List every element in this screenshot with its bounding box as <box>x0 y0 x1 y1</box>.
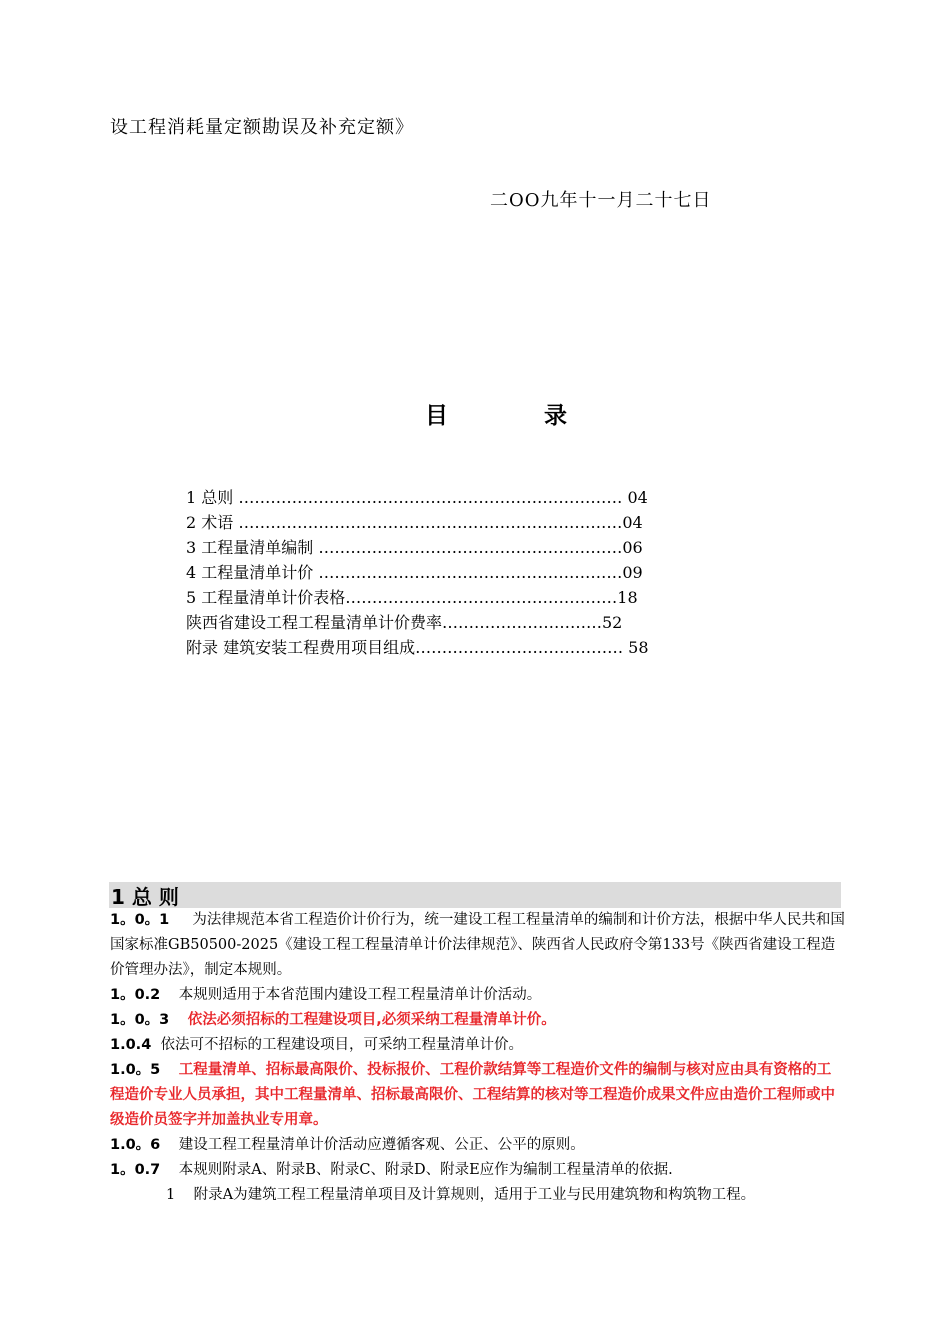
sub-item-text: 附录A为建筑工程工程量清单项目及计算规则，适用于工业与民用建筑物和构筑物工程。 <box>193 1187 756 1203</box>
clause-text: 工程量清单、招标最高限价、投标报价、工程价款结算等工程造价文件的编制与核对应由具有资格的工程造价专业人员承担，其中工程量清单、招标最高限价、工程结算的核对等工程造价成果文件应由造价工程师或中级造价员签字并加盖执业专用章。 <box>110 1062 835 1128</box>
clause-number: 1。0。1 <box>110 912 170 928</box>
header-continuation: 设工程消耗量定额勘误及补充定额》 <box>110 117 414 138</box>
clause-number: 1。0.7 <box>110 1162 161 1178</box>
toc-entry-pricing-forms[interactable]: 5 工程量清单计价表格……………………………………………18 <box>186 588 638 607</box>
clause-1-0-6 <box>110 1133 845 1158</box>
clause-text: 依法必须招标的工程建设项目,必须采纳工程量清单计价。 <box>187 1012 556 1028</box>
clause-1-0-3 <box>110 1008 845 1033</box>
clause-number: 1.0。6 <box>110 1137 161 1153</box>
clause-text: 本规则附录A、附录B、附录C、附录D、附录E应作为编制工程量清单的依据. <box>178 1162 673 1178</box>
sub-item-appendix-a <box>166 1183 755 1208</box>
toc-entry-appendix[interactable]: 附录 建筑安装工程费用项目组成………………………………… 58 <box>186 638 649 657</box>
clause-1-0-4 <box>110 1033 845 1058</box>
toc-entry-general[interactable]: 1 总则 ……………………………………………………………… 04 <box>186 488 648 507</box>
section-heading: 1 总 则 <box>111 885 179 909</box>
clause-1-0-1 <box>110 908 845 983</box>
clause-text: 为法律规范本省工程造价计价行为，统一建设工程工程量清单的编制和计价方法，根据中华人民共和国国家标准GB50500-2025《建设工程工程量清单计价法律规范》、陕西省人民政府令第133号《陕西省建设工程造价管理办法》，制定本规则。 <box>110 912 845 978</box>
clause-1-0-5 <box>110 1058 845 1133</box>
toc-title: 目 录 <box>425 403 612 429</box>
clause-text: 本规则适用于本省范围内建设工程工程量清单计价活动。 <box>178 987 542 1003</box>
clause-number: 1。0。3 <box>110 1012 170 1028</box>
clause-1-0-7 <box>110 1158 845 1183</box>
toc-entry-fee-rates[interactable]: 陕西省建设工程工程量清单计价费率…………………………52 <box>186 613 623 632</box>
section-heading-bar <box>109 882 841 908</box>
toc-entry-terms[interactable]: 2 术语 ………………………………………………………………04 <box>186 513 643 532</box>
table-of-contents <box>186 485 649 660</box>
toc-entry-bill-preparation[interactable]: 3 工程量清单编制 …………………………………………………06 <box>186 538 643 557</box>
clause-number: 1。0.2 <box>110 987 161 1003</box>
clause-text: 建设工程工程量清单计价活动应遵循客观、公正、公平的原则。 <box>178 1137 585 1153</box>
clause-number: 1.0。5 <box>110 1062 161 1078</box>
toc-entry-bill-pricing[interactable]: 4 工程量清单计价 …………………………………………………09 <box>186 563 643 582</box>
document-date: 二OO九年十一月二十七日 <box>490 190 712 211</box>
clause-text: 依法可不招标的工程建设项目，可采纳工程量清单计价。 <box>160 1037 524 1053</box>
sub-item-number: 1 <box>166 1187 176 1203</box>
clause-1-0-2 <box>110 983 845 1008</box>
clause-number: 1.0.4 <box>110 1037 152 1053</box>
